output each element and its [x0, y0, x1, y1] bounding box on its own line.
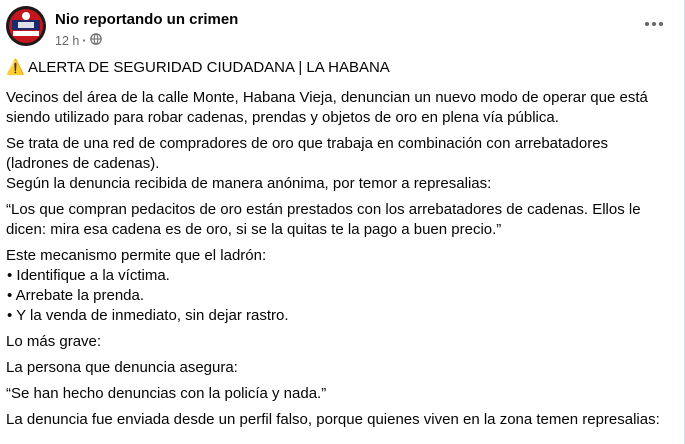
paragraph-1: Vecinos del área de la calle Monte, Habana Vieja, denuncian un nuevo modo de operar que está siendo utilizado para robar cadenas, prendas y objetos de oro en plena vía pública.: [6, 89, 648, 126]
persona-line: La persona que denuncia asegura:: [6, 359, 238, 376]
mechanism-intro: Este mecanismo permite que el ladrón:: [6, 247, 267, 264]
last-line: La denuncia fue enviada desde un perfil falso, porque quienes viven en la zona temen represalias:: [6, 411, 660, 428]
nio-logo-icon: [6, 6, 46, 46]
bullet-3: • Y la venda de inmediato, sin dejar rastro.: [7, 307, 289, 324]
meta-separator: ·: [82, 33, 87, 48]
post-time[interactable]: 12 h: [55, 33, 80, 48]
bullet-1: • Identifique a la víctima.: [7, 267, 170, 284]
grave-line: Lo más grave:: [6, 333, 102, 350]
more-options-button[interactable]: [640, 10, 668, 38]
bullet-2: • Arrebate la prenda.: [7, 287, 145, 304]
quote-2: “Se han hecho denuncias con la policía y nada.”: [6, 385, 327, 402]
author-name[interactable]: Nio reportando un crimen: [55, 11, 239, 28]
post-title: ⚠️ ALERTA DE SEGURIDAD CIUDADANA | LA HABANA: [6, 59, 390, 76]
post-meta: [55, 33, 102, 48]
post-header: [6, 6, 676, 54]
avatar[interactable]: [6, 6, 46, 46]
paragraph-2b: Según la denuncia recibida de manera anónima, por temor a represalias:: [6, 175, 492, 192]
globe-icon[interactable]: [90, 33, 102, 48]
quote-1: “Los que compran pedacitos de oro están prestados con los arrebatadores de cadenas. Ellos le dicen: mira esa cadena es de oro, si se la quitas te la pago a buen precio.”: [6, 201, 641, 238]
post-body: [6, 58, 670, 430]
paragraph-2a: Se trata de una red de compradores de oro que trabaja en combinación con arrebatadores (ladrones de cadenas).: [6, 135, 609, 172]
more-horizontal-icon: [644, 21, 664, 27]
